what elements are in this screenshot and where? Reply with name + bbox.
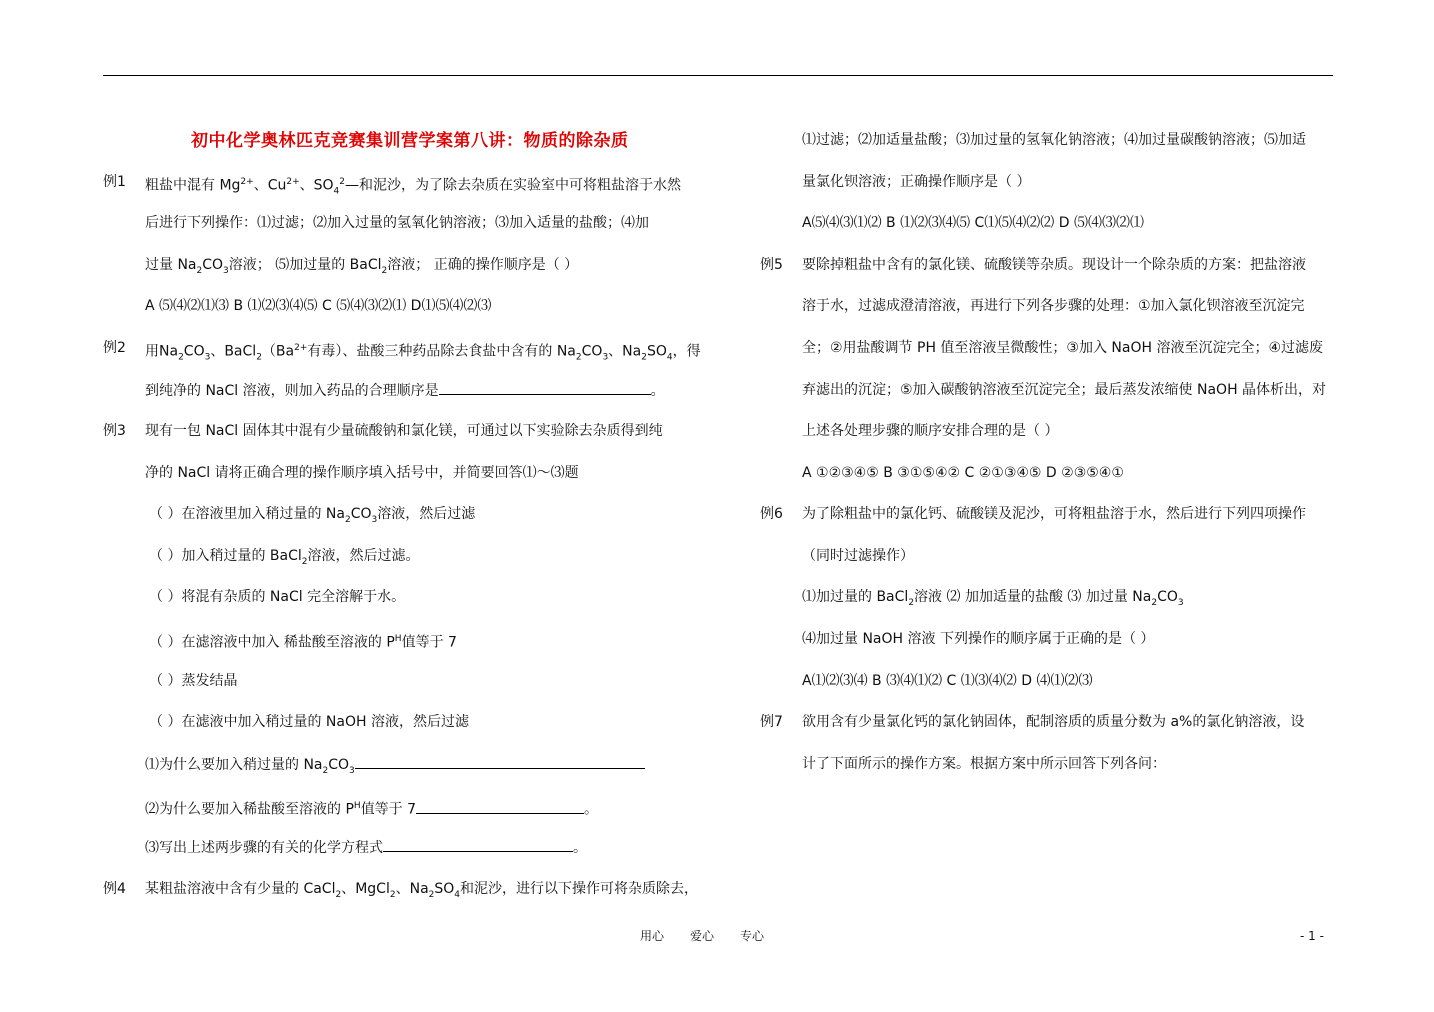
example-4-cont-line-2: 量氯化钡溶液；正确操作顺序是（ ） [802,174,1031,190]
example-3-line-2: 净的 NaCl 请将正确合理的操作顺序填入括号中，并简要回答⑴～⑶题 [145,465,579,481]
page-title: 初中化学奥林匹克竞赛集训营学案第八讲：物质的除杂质 [191,131,629,151]
example-5-line-2: 溶于水，过滤成澄清溶液，再进行下列各步骤的处理：①加入氯化钡溶液至沉淀完 [802,298,1305,314]
example-2-line-2: 到纯净的 NaCl 溶液，则加入药品的合理顺序是 。 [145,380,665,401]
example-7-line-1: 欲用含有少量氯化钙的氯化钠固体，配制溶质的质量分数为 a%的氯化钠溶液，设 [802,714,1305,730]
footer-text-2: 爱心 [690,929,715,943]
example-1-line-2: 后进行下列操作：⑴过滤；⑵加入过量的氢氧化钠溶液；⑶加入适量的盐酸；⑷加 [145,215,649,231]
example-7-line-2: 计了下面所示的操作方案。根据方案中所示回答下列各问： [802,756,1166,772]
example-7-label: 例7 [760,714,783,730]
example-3-step-6: （ ）在滤液中加入稍过量的 NaOH 溶液，然后过滤 [149,714,469,730]
example-3-step-5: （ ）蒸发结晶 [149,673,238,689]
example-4-line-1: 某粗盐溶液中含有少量的 CaCl$_2$、MgCl$_2$、$Na_2SO_4$和泥沙，进行以下操作可将杂质除去， [145,881,699,900]
example-3-step-3: （ ）将混有杂质的 NaCl 完全溶解于水。 [149,589,406,605]
example-6-line-4: ⑷加过量 NaOH 溶液 下列操作的顺序属于正确的是（ ） [802,631,1155,647]
example-6-label: 例6 [760,506,783,522]
example-1-label: 例1 [103,174,126,190]
example-3-label: 例3 [103,423,126,439]
example-5-line-1: 要除掉粗盐中含有的氯化镁、硫酸镁等杂质。现设计一个除杂质的方案：把盐溶液 [802,257,1306,273]
example-3-step-2: （ ）加入稍过量的 BaCl$_2$溶液，然后过滤。 [149,548,420,567]
example-4-label: 例4 [103,881,126,897]
example-2-line-1: 用$Na_2CO_3$、$BaCl_2(Ba^{2+}$有毒）、盐酸三种药品除去食盐中含有的 $Na_2CO_3$、$Na_2SO_4$，得 [145,343,701,363]
example-5-line-3: 全；②用盐酸调节 PH 值至溶液呈微酸性；③加入 NaOH 溶液至沉淀完全；④过滤废 [802,340,1324,356]
answer-blank[interactable] [416,799,584,814]
answer-blank[interactable] [383,837,573,852]
footer-text-1: 用心 [640,929,665,943]
example-5-line-4: 弃滤出的沉淀；⑤加入碳酸钠溶液至沉淀完全；最后蒸发浓缩使 NaOH 晶体析出，对 [802,382,1327,398]
example-4-options: A⑸⑷⑶⑴⑵ B ⑴⑵⑶⑷⑸ C⑴⑸⑷⑵⑵ D ⑸⑷⑶⑵⑴ [802,215,1144,231]
example-3-step-1: （ ）在溶液里加入稍过量的 $Na_2CO_3$溶液，然后过滤 [149,506,476,525]
answer-blank[interactable] [439,380,651,395]
example-3-question-2: ⑵为什么要加入稀盐酸至溶液的 $P^H$值等于 7 。 [145,796,598,820]
header-rule [103,75,1333,76]
example-3-question-3: ⑶写出上述两步骤的有关的化学方程式 。 [145,837,587,858]
example-6-options: A⑴⑵⑶⑷ B ⑶⑷⑴⑵ C ⑴⑶⑷⑵ D ⑷⑴⑵⑶ [802,673,1093,689]
footer-text-3: 专心 [740,929,765,943]
example-1-line-1: 粗盐中混有 $Mg^{2+}$、$Cu^{2+}$、$SO_4^2—$和泥沙，为了除去杂质在实验室中可将粗盐溶于水然 [145,177,682,197]
example-2-label: 例2 [103,340,126,356]
example-5-options: A ①②③④⑤ B ③①⑤④② C ②①③④⑤ D ②③⑤④① [802,465,1124,481]
example-3-line-1: 现有一包 NaCl 固体其中混有少量硫酸钠和氯化镁，可通过以下实验除去杂质得到纯 [145,423,663,439]
example-5-label: 例5 [760,257,783,273]
answer-blank[interactable] [355,754,645,769]
page-number: - 1 - [1300,929,1324,943]
example-6-line-1: 为了除粗盐中的氯化钙、硫酸镁及泥沙，可将粗盐溶于水，然后进行下列四项操作 [802,506,1306,522]
example-1-options: A ⑸⑷⑵⑴⑶ B ⑴⑵⑶⑷⑸ C ⑸⑷⑶⑵⑴ D⑴⑸⑷⑵⑶ [145,298,492,314]
example-3-step-4: （ ）在滤溶液中加入 稀盐酸至溶液的 $P^H$值等于 7 [149,634,457,651]
example-6-line-2: （同时过滤操作） [802,548,914,564]
example-4-cont-line-1: ⑴过滤；⑵加适量盐酸；⑶加过量的氢氧化钠溶液；⑷加过量碳酸钠溶液；⑸加适 [802,132,1306,148]
example-5-line-5: 上述各处理步骤的顺序安排合理的是（ ） [802,423,1059,439]
example-1-line-3: 过量 $Na_2CO_3$溶液； ⑸加过量的 BaCl$_2$溶液； 正确的操作顺序是（ ） [145,257,579,276]
example-6-line-3: ⑴加过量的 BaCl$_2$溶液 ⑵ 加加适量的盐酸 ⑶ 加过量 $Na_2CO_3$ [802,589,1184,608]
example-3-question-1: ⑴为什么要加入稍过量的 $Na_2CO_3$ [145,754,645,781]
